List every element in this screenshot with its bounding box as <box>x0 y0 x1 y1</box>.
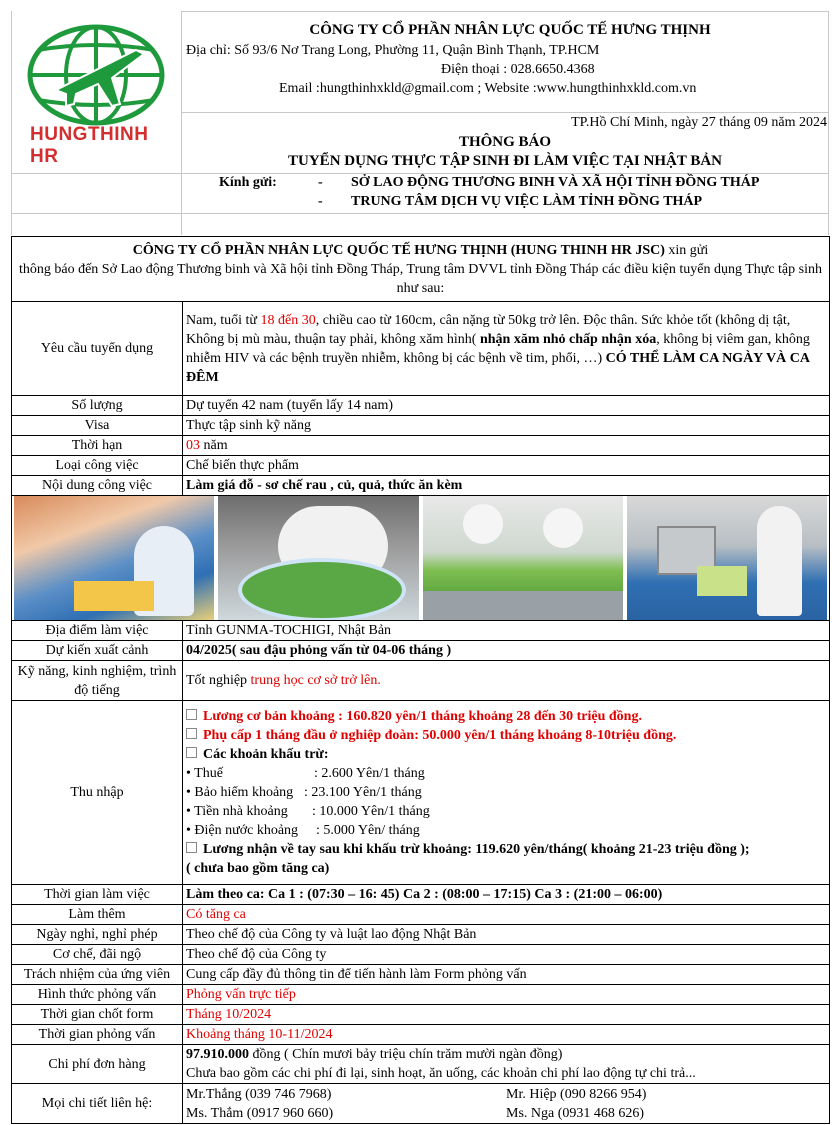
row-label: Kỹ năng, kinh nghiệm, trình độ tiếng <box>12 661 183 701</box>
row-value: Có tăng ca <box>183 905 830 925</box>
contact-person: Mr. Hiệp (090 8266 954) <box>506 1086 647 1102</box>
deduction-amount: : 10.000 Yên/1 tháng <box>312 804 430 819</box>
factory-photo-1 <box>14 496 214 620</box>
row-value: Dự tuyển 42 nam (tuyển lấy 14 nam) <box>183 396 830 416</box>
company-logo <box>16 20 176 167</box>
contact-value <box>183 1084 830 1124</box>
table-row <box>12 476 830 496</box>
fee-value <box>183 1045 830 1084</box>
requirements-value <box>183 302 830 396</box>
photo-row <box>12 496 830 621</box>
factory-photo-3 <box>423 496 623 620</box>
duration-unit: năm <box>200 438 228 453</box>
row-label: Chi phí đơn hàng <box>12 1045 183 1084</box>
req-text: , không bị viêm gan, không nhiễm HIV và các bệnh truyền nhiễm, không bị các bệnh về tim, phổi, …) <box>186 331 810 366</box>
income-net-text: Lương nhận về tay sau khi khấu trừ khoảng: 119.620 yên/tháng( khoảng 21-23 triệu đồng ); <box>203 842 750 857</box>
table-row <box>12 396 830 416</box>
row-label: Làm thêm <box>12 905 183 925</box>
checkbox-icon <box>186 728 197 739</box>
table-row <box>12 1025 830 1045</box>
req-shift: CÓ THỂ LÀM CA NGÀY VÀ CA ĐÊM <box>186 350 810 385</box>
table-row <box>12 436 830 456</box>
fee-note: Chưa bao gồm các chi phí đi lại, sinh hoạt, ăn uống, các khoản chi phí lao động tự chi trả... <box>186 1066 696 1081</box>
income-net-note: ( chưa bao gồm tăng ca) <box>186 861 330 876</box>
photo-cell <box>12 496 830 621</box>
deduction-name: • Điện nước khoảng <box>186 823 299 838</box>
row-label: Trách nhiệm của ứng viên <box>12 965 183 985</box>
deduction-amount: : 2.600 Yên/1 tháng <box>314 766 425 781</box>
duration-num: 03 <box>186 438 200 453</box>
req-text: Nam, tuổi từ <box>186 312 261 328</box>
deduction-amount: : 23.100 Yên/1 tháng <box>304 785 422 800</box>
row-value: Phỏng vấn trực tiếp <box>183 985 830 1005</box>
table-row <box>12 641 830 661</box>
table-row <box>12 456 830 476</box>
deduction-item <box>186 764 826 783</box>
req-age: 18 đến 30 <box>260 312 316 328</box>
table-row <box>12 925 830 945</box>
row-label: Thời gian làm việc <box>12 885 183 905</box>
row-value: Tháng 10/2024 <box>183 1005 830 1025</box>
row-value: Tỉnh GUNMA-TOCHIGI, Nhật Bản <box>183 621 830 641</box>
factory-photo-4 <box>627 496 827 620</box>
table-row <box>12 885 830 905</box>
deduction-item <box>186 821 826 840</box>
deduction-amount: : 5.000 Yên/ tháng <box>316 823 420 838</box>
row-label: Mọi chi tiết liên hệ: <box>12 1084 183 1124</box>
req-tattoo: nhận xăm nhỏ chấp nhận xóa <box>479 331 657 347</box>
notice-subtitle: TUYỂN DỤNG THỰC TẬP SINH ĐI LÀM VIỆC TẠI NHẬT BẢN <box>288 153 722 169</box>
row-label: Cơ chế, đãi ngộ <box>12 945 183 965</box>
table-row <box>12 416 830 436</box>
contact-person: Ms. Nga (0931 468 626) <box>506 1105 645 1121</box>
factory-photo-2 <box>218 496 418 620</box>
company-phone: Điện thoại : 028.6650.4368 <box>441 62 595 77</box>
row-value: Làm theo ca: Ca 1 : (07:30 – 16: 45) Ca 2 : (08:00 – 17:15) Ca 3 : (21:00 – 06:00) <box>183 885 830 905</box>
recipient-2: TRUNG TÂM DỊCH VỤ VIỆC LÀM TỈNH ĐỒNG THÁP <box>351 194 703 209</box>
table-row <box>12 1045 830 1084</box>
row-label: Thời hạn <box>12 436 183 456</box>
table-row <box>12 945 830 965</box>
deduction-name: • Tiền nhà khoảng <box>186 804 288 819</box>
letterhead <box>0 0 840 235</box>
logo-text: HUNGTHINH HR <box>30 124 149 167</box>
row-label: Visa <box>12 416 183 436</box>
row-label: Thu nhập <box>12 701 183 885</box>
globe-plane-icon <box>16 20 176 130</box>
checkbox-icon <box>186 747 197 758</box>
intro-company: CÔNG TY CỔ PHẦN NHÂN LỰC QUỐC TẾ HƯNG THỊNH (HUNG THINH HR JSC) <box>132 242 665 258</box>
fee-amount-text: đồng ( Chín mươi bảy triệu chín trăm mười ngàn đồng) <box>249 1047 563 1062</box>
row-value: Theo chế độ của Công ty và luật lao động Nhật Bản <box>183 925 830 945</box>
deduction-item <box>186 802 826 821</box>
row-label: Loại công việc <box>12 456 183 476</box>
table-row <box>12 1084 830 1124</box>
income-net <box>186 840 826 859</box>
row-label: Địa điểm làm việc <box>12 621 183 641</box>
req-text: , chiều cao từ 160cm, cân nặng từ 50kg trở lên. Độc thân. Sức khỏe tốt (không dị tật, Không bị mù màu, thuận tay phải, không xăm hình( <box>186 312 791 347</box>
row-value: Cung cấp đầy đủ thông tin để tiến hành làm Form phỏng vấn <box>183 965 830 985</box>
date-line: TP.Hồ Chí Minh, ngày 27 tháng 09 năm 2024 <box>571 115 827 130</box>
table-row <box>12 905 830 925</box>
row-value: Khoảng tháng 10-11/2024 <box>183 1025 830 1045</box>
contact-person: Mr.Thắng (039 746 7968) <box>186 1086 332 1102</box>
checkbox-icon <box>186 709 197 720</box>
skills-level: trung học cơ sở trở lên. <box>250 673 381 688</box>
intro-row <box>12 237 830 302</box>
table-row <box>12 621 830 641</box>
fee-amount: 97.910.000 <box>186 1047 249 1062</box>
row-label: Số lượng <box>12 396 183 416</box>
table-row <box>12 661 830 701</box>
row-label: Yêu cầu tuyển dụng <box>12 302 183 396</box>
company-address: Địa chỉ: Số 93/6 Nơ Trang Long, Phường 11, Quận Bình Thạnh, TP.HCM <box>186 43 600 58</box>
notice-title: THÔNG BÁO <box>458 134 552 150</box>
skills-text: Tốt nghiệp <box>186 673 251 688</box>
row-label: Nội dung công việc <box>12 476 183 496</box>
intro-text-2: thông báo đến Sở Lao động Thương binh và Xã hội tỉnh Đồng Tháp, Trung tâm DVVL tỉnh Đồng Tháp các điều kiện tuyển dụng Thực tập sinh như sau: <box>18 261 822 296</box>
recipient-1: SỞ LAO ĐỘNG THƯƠNG BINH VÀ XÃ HỘI TỈNH ĐỒNG THÁP <box>351 175 760 190</box>
row-value: Thực tập sinh kỹ năng <box>183 416 830 436</box>
row-label: Hình thức phỏng vấn <box>12 985 183 1005</box>
row-label: Thời gian chốt form <box>12 1005 183 1025</box>
row-value <box>183 661 830 701</box>
deduction-name: • Bảo hiểm khoảng <box>186 785 294 800</box>
income-row <box>12 701 830 885</box>
recipient-dash-1: - <box>318 175 323 190</box>
income-salary <box>186 707 826 726</box>
income-salary-text: Lương cơ bản khoảng : 160.820 yên/1 tháng khoảng 28 đến 30 triệu đồng. <box>203 709 642 724</box>
row-value <box>183 436 830 456</box>
income-value <box>183 701 830 885</box>
deduction-name: • Thuế <box>186 766 223 781</box>
table-row <box>12 965 830 985</box>
table-row <box>12 985 830 1005</box>
contact-person: Ms. Thắm (0917 960 660) <box>186 1105 334 1121</box>
row-label: Dự kiến xuất cảnh <box>12 641 183 661</box>
recipient-dash-2: - <box>318 194 323 209</box>
deductions-title <box>186 745 826 764</box>
row-label: Thời gian phỏng vấn <box>12 1025 183 1045</box>
row-label: Ngày nghỉ, nghỉ phép <box>12 925 183 945</box>
row-value: Chế biến thực phẩm <box>183 456 830 476</box>
table-row <box>12 1005 830 1025</box>
deduction-item <box>186 783 826 802</box>
recruitment-table <box>11 236 830 1124</box>
income-allowance <box>186 726 826 745</box>
intro-text-1: xin gửi <box>664 242 709 258</box>
deductions-title-text: Các khoản khấu trừ: <box>203 747 329 762</box>
table-row <box>12 302 830 396</box>
company-name: CÔNG TY CỔ PHẦN NHÂN LỰC QUỐC TẾ HƯNG THỊNH <box>309 22 711 38</box>
row-value: 04/2025( sau đậu phỏng vấn từ 04-06 tháng ) <box>183 641 830 661</box>
income-allowance-text: Phụ cấp 1 tháng đầu ở nghiệp đoàn: 50.000 yên/1 tháng khoảng 8-10triệu đồng. <box>203 728 677 743</box>
row-value: Làm giá đỗ - sơ chế rau , củ, quả, thức ăn kèm <box>183 476 830 496</box>
intro-cell <box>12 237 830 302</box>
row-value: Theo chế độ của Công ty <box>183 945 830 965</box>
company-email-website: Email :hungthinhxkld@gmail.com ; Website :www.hungthinhxkld.com.vn <box>279 81 697 96</box>
checkbox-icon <box>186 842 197 853</box>
kinh-gui-label: Kính gửi: <box>219 175 277 190</box>
